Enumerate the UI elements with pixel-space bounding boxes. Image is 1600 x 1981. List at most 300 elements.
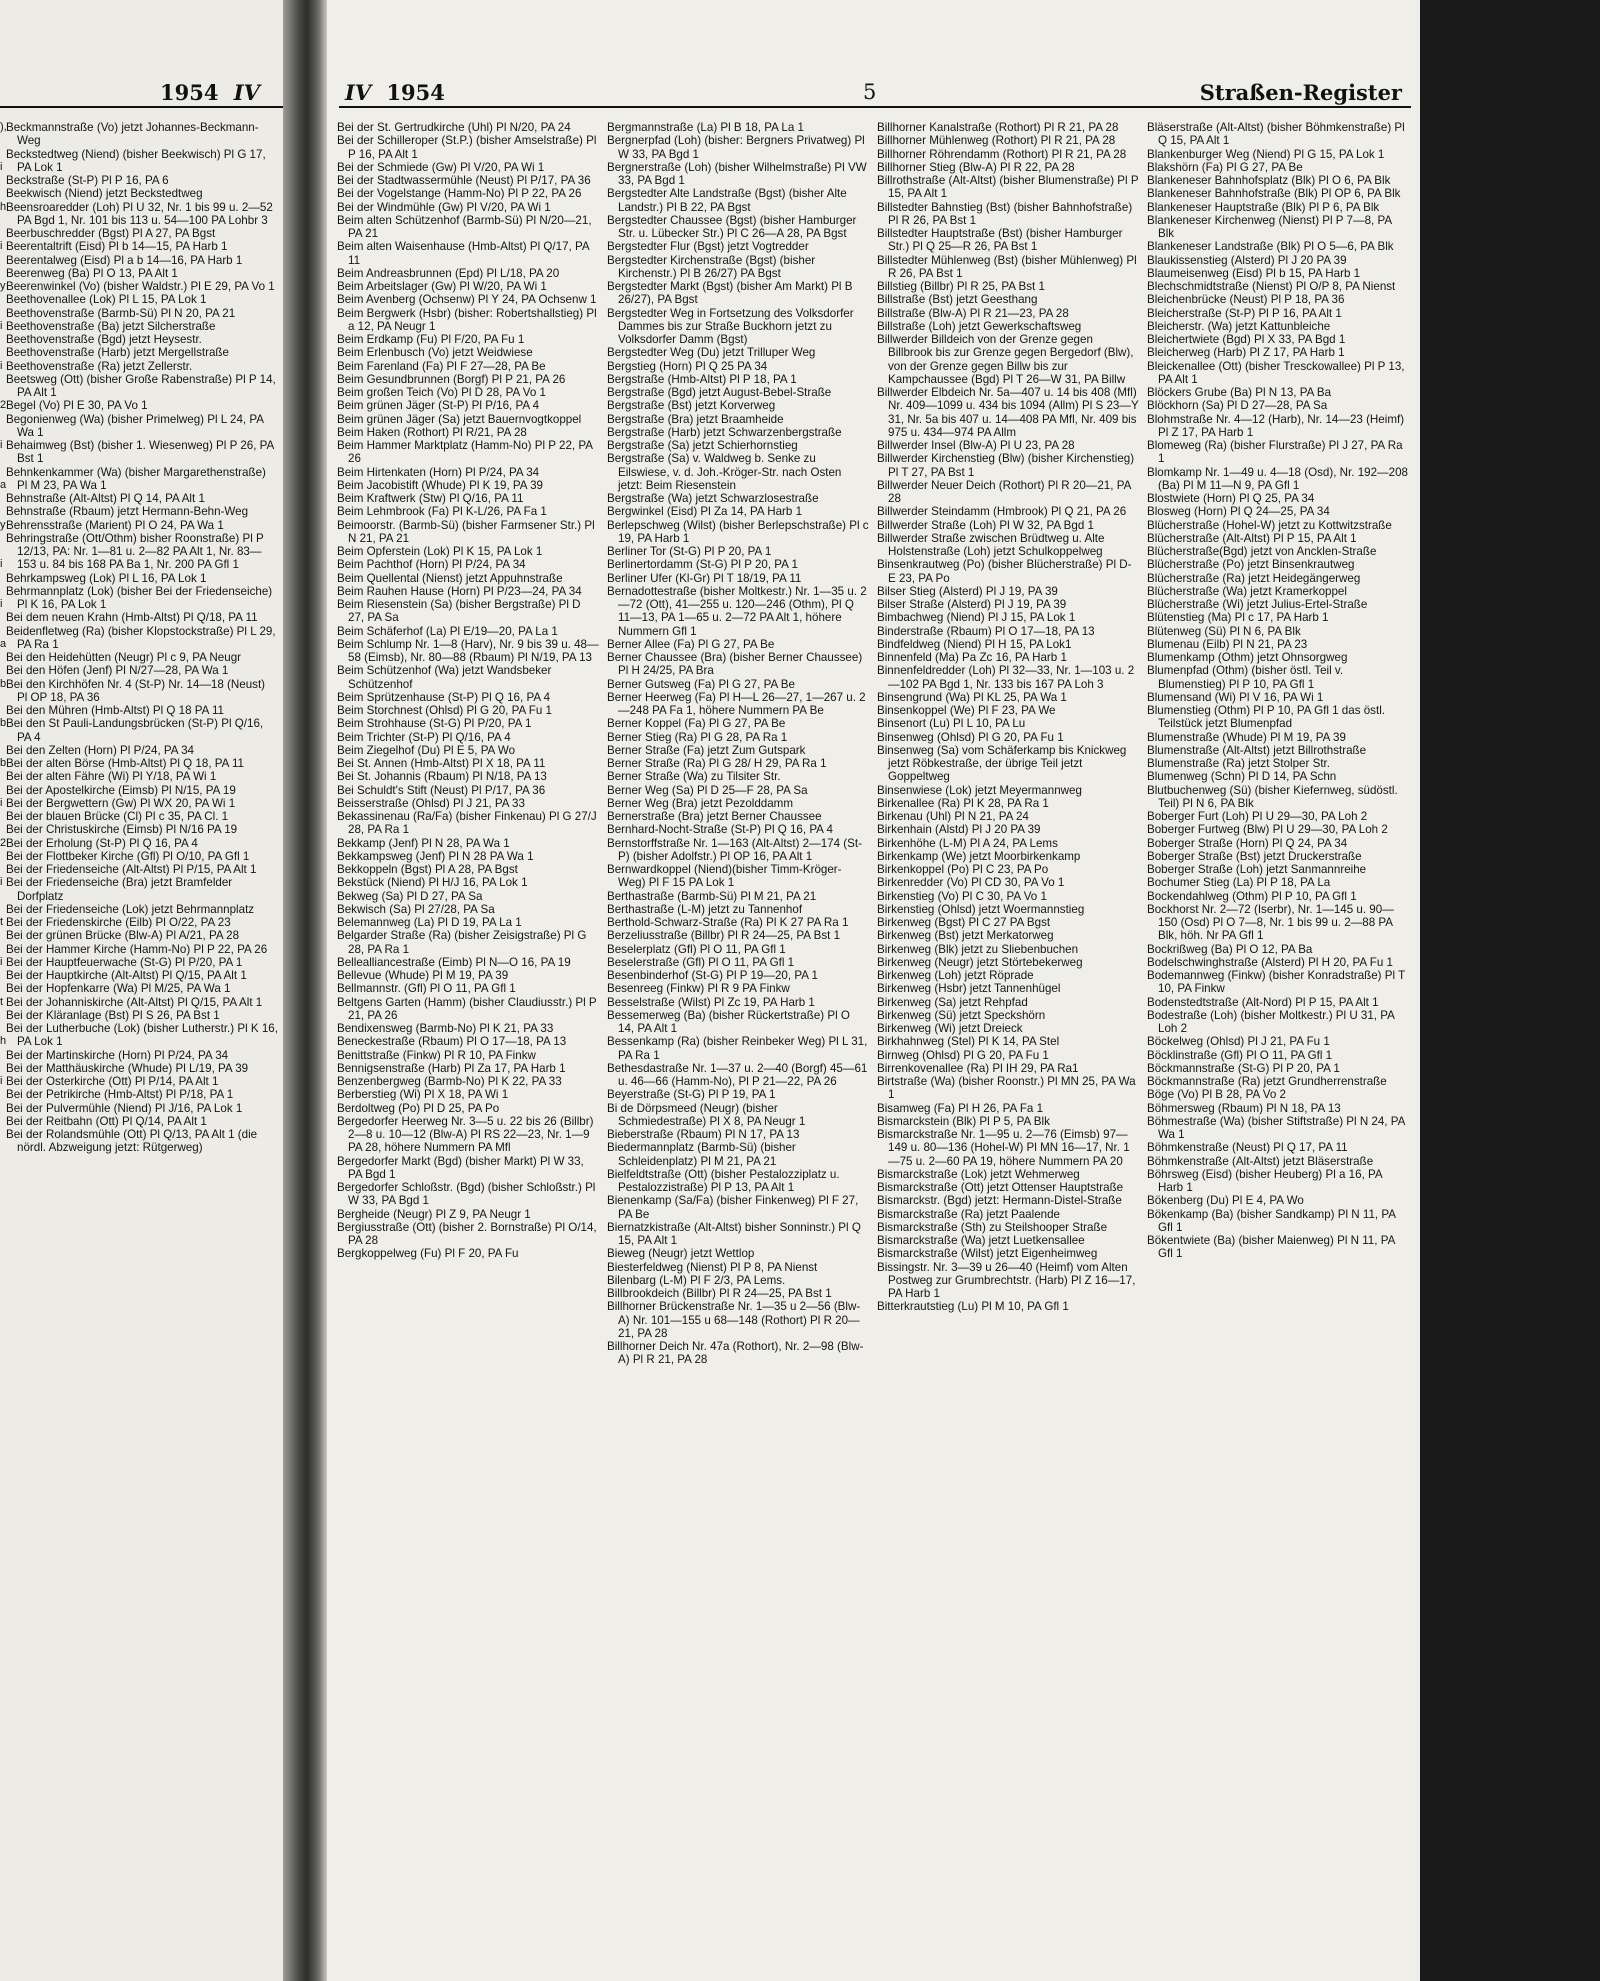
register-entry: Böge (Vo) Pl B 28, PA Vo 2 [1147, 1088, 1286, 1102]
register-entry: Bei St. Johannis (Rbaum) Pl N/18, PA 13 [337, 770, 547, 784]
register-entry: Beidenfletweg (Ra) (bisher Klopstockstraße) Pl L 29, PA Ra 1 [6, 624, 276, 651]
register-entry: Beim Erlenbusch (Vo) jetzt Weidwiese [337, 346, 533, 360]
register-entry: Bei der Friedenseiche (Bra) jetzt Bramfelder Dorfplatz [6, 876, 233, 903]
register-entry: Blücherstraße (Alt-Altst) Pl P 15, PA Alt 1 [1147, 531, 1357, 545]
register-entry: Beim Avenberg (Ochsenw) Pl Y 24, PA Ochsenw 1 [337, 293, 597, 307]
register-entry: Bergstraße (Harb) jetzt Schwarzenbergstraße [607, 425, 842, 439]
edge-mark: b [0, 717, 7, 730]
edge-mark: i [0, 160, 3, 173]
register-entry: Beethovenstraße (Barmb-Sü) Pl N 20, PA 21 [6, 306, 236, 320]
register-entry: Bergstraße (Hmb-Altst) Pl P 18, PA 1 [607, 372, 797, 386]
register-entry: Bei den Höfen (Jenf) Pl N/27—28, PA Wa 1 [6, 664, 229, 678]
register-entry: Billstedter Bahnstieg (Bst) (bisher Bahnhofstraße) Pl R 26, PA Bst 1 [877, 200, 1133, 227]
register-entry: Bergstedter Chaussee (Bgst) (bisher Hamburger Str. u. Lübecker Str.) Pl C 26—A 28, PA Bgst [607, 213, 857, 240]
register-entry: Blücherstraße (Hohel-W) jetzt zu Kottwitzstraße [1147, 518, 1392, 532]
register-entry: Beim alten Waisenhause (Hmb-Altst) Pl Q/17, PA 11 [337, 240, 589, 267]
register-entry: Bellealliancestraße (Eimb) Pl N—O 16, PA 19 [337, 955, 571, 969]
edge-mark: b [0, 677, 7, 690]
register-entry: Bellevue (Whude) Pl M 19, PA 39 [337, 969, 509, 982]
register-entry: Berner Allee (Fa) Pl G 27, PA Be [607, 637, 775, 651]
register-entry: Bitterkrautstieg (Lu) Pl M 10, PA Gfl 1 [877, 1300, 1069, 1314]
register-entry: Birkenhain (Alstd) Pl J 20 PA 39 [877, 823, 1041, 837]
register-entry: Behrkampsweg (Lok) Pl L 16, PA Lok 1 [6, 571, 207, 585]
register-entry: Bethesdastraße Nr. 1—37 u. 2—40 (Borgf) 45—61 u. 46—66 (Hamm-No), Pl P 21—22, PA 26 [607, 1061, 868, 1088]
register-entry: Beim Pachthof (Horn) Pl P/24, PA 34 [337, 558, 526, 572]
register-entry: Behrmannplatz (Lok) (bisher Bei der Friedenseiche) Pl K 16, PA Lok 1 [6, 584, 273, 611]
register-entry: Bilser Straße (Alsterd) Pl J 19, PA 39 [877, 598, 1067, 611]
edge-mark: i [0, 955, 3, 968]
register-entry: Blosweg (Horn) Pl Q 24—25, PA 34 [1147, 505, 1330, 519]
edge-mark: i [0, 359, 3, 372]
register-entry: Berliner Tor (St-G) Pl P 20, PA 1 [607, 545, 772, 558]
register-entry: Bläserstraße (Alt-Altst) (bisher Böhmkenstraße) Pl Q 15, PA Alt 1 [1147, 121, 1405, 148]
register-entry: Berlepschweg (Wilst) (bisher Berlepschstraße) Pl c 19, PA Harb 1 [607, 518, 869, 545]
register-entry: Beim Schäferhof (La) Pl E/19—20, PA La 1 [337, 624, 558, 638]
register-entry: Blöckhorn (Sa) Pl D 27—28, PA Sa [1147, 399, 1328, 413]
register-entry: Bei der Apostelkirche (Eimsb) Pl N/15, PA 19 [6, 783, 236, 797]
register-entry: Birkenweg (Sü) jetzt Speckshörn [877, 1008, 1046, 1022]
register-entry: Bendixensweg (Barmb-No) Pl K 21, PA 33 [337, 1022, 554, 1035]
register-entry: Billstedter Hauptstraße (Bst) (bisher Hamburger Str.) Pl Q 25—R 26, PA Bst 1 [877, 227, 1123, 254]
register-entry: Blumensand (Wi) Pl V 16, PA Wi 1 [1147, 690, 1324, 704]
register-entry: Bei der Pulvermühle (Niend) Pl J/16, PA Lok 1 [6, 1101, 243, 1115]
register-entry: Begonienweg (Wa) (bisher Primelweg) Pl L 24, PA Wa 1 [6, 412, 264, 439]
register-entry: Belemannweg (La) Pl D 19, PA La 1 [337, 916, 522, 929]
left-header-rule [0, 106, 283, 108]
register-entry: Bei der Osterkirche (Ott) Pl P/14, PA Alt 1 [6, 1075, 219, 1088]
register-entry: Blöckers Grube (Ba) Pl N 13, PA Ba [1147, 386, 1332, 399]
register-entry: Bimbachweg (Niend) Pl J 15, PA Lok 1 [877, 611, 1076, 625]
register-entry: Bergstedter Alte Landstraße (Bgst) (bisher Alte Landstr.) Pl B 22, PA Bgst [607, 187, 847, 214]
register-entry: Bismarckstr. (Bgd) jetzt: Hermann-Distel-Straße [877, 1194, 1122, 1208]
register-entry: Billhorner Stieg (Blw-A) Pl R 22, PA 28 [877, 160, 1075, 174]
right-header-roman: IV [345, 80, 372, 105]
register-entry: Bielfeldtstraße (Ott) (bisher Pestalozziplatz u. Pestalozzistraße) Pl P 13, PA Alt 1 [607, 1167, 840, 1194]
register-entry: Beneckestraße (Rbaum) Pl O 17—18, PA 13 [337, 1035, 567, 1049]
register-entry: Bei der Lutherbuche (Lok) (bisher Lutherstr.) Pl K 16, PA Lok 1 [6, 1022, 278, 1049]
register-entry: Bismarckstraße (Lok) jetzt Wehmerweg [877, 1167, 1080, 1181]
register-entry: Bellmannstr. (Gfl) Pl O 11, PA Gfl 1 [337, 982, 516, 996]
register-entry: Beimoorstr. (Barmb-Sü) (bisher Farmsener Str.) Pl N 21, PA 21 [337, 518, 595, 545]
register-entry: Billstedter Mühlenweg (Bst) (bisher Mühlenweg) Pl R 26, PA Bst 1 [877, 253, 1137, 280]
register-entry: Bergnerstraße (Loh) (bisher Wilhelmstraße) Pl VW 33, PA Bgd 1 [607, 160, 867, 187]
register-entry: Berner Weg (Bra) jetzt Pezolddamm [607, 796, 793, 810]
register-entry: Bei der Matthäuskirche (Whude) Pl L/19, PA 39 [6, 1061, 249, 1075]
register-entry: Bekstück (Niend) Pl H/J 16, PA Lok 1 [337, 876, 528, 890]
register-entry: Bieberstraße (Rbaum) Pl N 17, PA 13 [607, 1128, 800, 1141]
register-entry: Berner Straße (Ra) Pl G 28/ H 29, PA Ra 1 [607, 757, 827, 770]
register-entry: Bei dem neuen Krahn (Hmb-Altst) Pl Q/18, PA 11 [6, 611, 258, 625]
register-entry: Bismarckstraße (Ott) jetzt Ottenser Hauptstraße [877, 1181, 1124, 1194]
register-entry: Bi de Dörpsmeed (Neugr) (bisher Schmiedestraße) Pl X 8, PA Neugr 1 [607, 1101, 806, 1128]
register-entry: Berner Koppel (Fa) Pl G 27, PA Be [607, 717, 786, 731]
register-entry: Bismarckstraße (Sth) zu Steilshooper Straße [877, 1220, 1108, 1234]
register-entry: Blumenkamp (Othm) jetzt Ohnsorgweg [1147, 651, 1348, 664]
register-entry: Blumenstraße (Alt-Altst) jetzt Billrothstraße [1147, 743, 1367, 757]
register-entry: Bodelschwinghstraße (Alsterd) Pl H 20, PA Fu 1 [1147, 955, 1393, 969]
register-entry: Bismarckstraße (Wilst) jetzt Eigenheimweg [877, 1247, 1098, 1261]
register-entry: Billstraße (Blw-A) Pl R 21—23, PA 28 [877, 306, 1069, 320]
register-entry: Billwerder Steindamm (Hmbrook) Pl Q 21, PA 26 [877, 505, 1127, 519]
register-entry: Boberger Furt (Loh) Pl U 29—30, PA Loh 2 [1147, 810, 1368, 823]
register-entry: Beim Opferstein (Lok) Pl K 15, PA Lok 1 [337, 545, 543, 558]
register-entry: Bockendahlweg (Othm) Pl P 10, PA Gfl 1 [1147, 889, 1357, 903]
register-entry: Beethovenallee (Lok) Pl L 15, PA Lok 1 [6, 293, 207, 307]
register-entry: Beltgens Garten (Hamm) (bisher Claudiusstr.) Pl P 21, PA 26 [337, 995, 597, 1022]
register-entry: Billwerder Elbdeich Nr. 5a—407 u. 14 bis 408 (Mfl) Nr. 409—1099 u. 434 bis 1094 (Allm) Pl S 23—Y 31, Nr. 5a bis 407 u. 14—408 PA Mfl, Nr. 409 bis 975 u. 434—974 PA Allm [877, 386, 1139, 439]
register-entry: Blostwiete (Horn) Pl Q 25, PA 34 [1147, 492, 1315, 505]
register-entry: Bergmannstraße (La) Pl B 18, PA La 1 [607, 121, 804, 134]
register-entry: Bergstedter Flur (Bgst) jetzt Vogtredder [607, 240, 809, 254]
edge-mark: h [0, 200, 7, 213]
register-entry: Billhorner Röhrendamm (Rothort) Pl R 21, PA 28 [877, 147, 1127, 161]
register-entry: Bei der blauen Brücke (Cl) Pl c 35, PA Cl. 1 [6, 810, 229, 823]
book-gutter [283, 0, 327, 1981]
register-entry: Behrensstraße (Marient) Pl O 24, PA Wa 1 [6, 518, 224, 532]
register-entry: Blomeweg (Ra) (bisher Flurstraße) Pl J 27, PA Ra 1 [1147, 439, 1403, 466]
register-entry: Birkenkamp (We) jetzt Moorbirkenkamp [877, 849, 1081, 863]
register-entry: Binnenfeld (Ma) Pa Zc 16, PA Harb 1 [877, 651, 1067, 664]
register-entry: Billhorner Brückenstraße Nr. 1—35 u 2—56 (Blw-A) Nr. 101—155 u 68—148 (Rothort) Pl R 20—21, PA 28 [607, 1300, 861, 1340]
register-entry: Berthastraße (L-M) jetzt zu Tannenhof [607, 902, 803, 916]
page-number: 5 [863, 80, 877, 104]
register-entry: Behaimweg (Bst) (bisher 1. Wiesenweg) Pl P 26, PA Bst 1 [6, 439, 274, 466]
register-entry: Blücherstraße (Wa) jetzt Kramerkoppel [1147, 584, 1347, 598]
register-entry: Behnstraße (Rbaum) jetzt Hermann-Behn-Weg [6, 505, 249, 519]
edge-mark: i [0, 796, 3, 809]
register-entry: Bergwinkel (Eisd) Pl Za 14, PA Harb 1 [607, 505, 803, 519]
register-entry: Beim Ziegelhof (Du) Pl E 5, PA Wo [337, 743, 516, 757]
register-entry: Behringstraße (Ott/Othm) bisher Roonstraße) Pl P 12/13, PA: Nr. 1—81 u. 2—82 PA Alt 1, Nr. 83—153 u. 84 bis 168 PA Ba 1, Nr. 200 PA Gfl 1 [6, 531, 264, 572]
left-header-year: 1954 [160, 80, 219, 105]
register-entry: Billstraße (Bst) jetzt Geesthang [877, 293, 1038, 307]
register-entry: Blankeneser Kirchenweg (Nienst) Pl P 7—8, PA Blk [1147, 213, 1392, 240]
register-entry: Bockhorst Nr. 2—72 (Iserbr), Nr. 1—145 u. 90—150 (Osd) Pl O 7—8, Nr. 1 bis 99 u. 2—88 PA Blk, höh. Nr PA Gfl 1 [1147, 902, 1394, 943]
register-entry: Biernatzkistraße (Alt-Altst) bisher Sonninstr.) Pl Q 15, PA Alt 1 [607, 1220, 861, 1247]
register-entry: Beim Andreasbrunnen (Epd) Pl L/18, PA 20 [337, 266, 560, 280]
register-entry: Bekwisch (Sa) Pl 27/28, PA Sa [337, 902, 495, 916]
register-entry: Böckmannstraße (St-G) Pl P 20, PA 1 [1147, 1061, 1340, 1075]
register-entry: Bergiusstraße (Ott) (bisher 2. Bornstraße) Pl O/14, PA 28 [337, 1220, 597, 1247]
register-entry: Blutbuchenweg (Sü) (bisher Kiefernweg, südöstl. Teil) Pl N 6, PA Blk [1147, 783, 1398, 810]
edge-mark: 2 [0, 399, 7, 412]
edge-mark: b [0, 757, 7, 769]
edge-mark: i [0, 319, 3, 332]
register-entry: Beckstraße (St-P) Pl P 16, PA 6 [6, 174, 169, 187]
register-entry: Beckmannstraße (Vo) jetzt Johannes-Beckmann-Weg [6, 121, 259, 148]
register-entry: Beim Quellental (Nienst) jetzt Appuhnstraße [337, 571, 563, 585]
register-entry: Blankenburger Weg (Niend) Pl G 15, PA Lok 1 [1147, 147, 1385, 161]
register-entry: Bergstedter Markt (Bgst) (bisher Am Markt) Pl B 26/27), PA Bgst [607, 280, 853, 307]
register-entry: Birkenstieg (Vo) Pl C 30, PA Vo 1 [877, 889, 1047, 903]
register-entry: Böcklinstraße (Gfl) Pl O 11, PA Gfl 1 [1147, 1048, 1333, 1062]
register-column-4 [1147, 121, 1409, 1261]
register-entry: Beim Sprützenhause (St-P) Pl Q 16, PA 4 [337, 690, 551, 704]
register-entry: Beetsweg (Ott) (bisher Große Rabenstraße) Pl P 14, PA Alt 1 [6, 372, 276, 399]
register-entry: Binsenort (Lu) Pl L 10, PA Lu [877, 717, 1026, 731]
register-entry: Blücherstraße(Bgd) jetzt von Ancklen-Straße [1147, 545, 1377, 558]
register-entry: Bei der Schmiede (Gw) Pl V/20, PA Wi 1 [337, 160, 545, 174]
register-entry: Bei der Hauptfeuerwache (St-G) Pl P/20, PA 1 [6, 955, 243, 969]
register-entry: Berner Straße (Wa) zu Tilsiter Str. [607, 770, 781, 784]
register-entry: Billbrookdeich (Billbr) Pl R 24—25, PA Bst 1 [607, 1287, 832, 1300]
register-entry: Bökentwiete (Ba) (bisher Maienweg) Pl N 11, PA Gfl 1 [1147, 1234, 1395, 1261]
register-entry: Blütenstieg (Ma) Pl c 17, PA Harb 1 [1147, 611, 1329, 625]
register-entry: Blumenstieg (Othm) Pl P 10, PA Gfl 1 das östl. Teilstück jetzt Blumenpfad [1147, 704, 1385, 731]
register-entry: Beim Storchnest (Ohlsd) Pl G 20, PA Fu 1 [337, 704, 552, 717]
edge-mark: a [0, 478, 7, 491]
register-entry: Bei der Friedenskirche (Eilb) Pl O/22, PA 23 [6, 916, 231, 929]
register-entry: Bei den Zelten (Horn) Pl P/24, PA 34 [6, 743, 194, 757]
register-entry: Beim Hirtenkaten (Horn) Pl P/24, PA 34 [337, 465, 540, 479]
register-entry: Blohmstraße Nr. 4—12 (Harb), Nr. 14—23 (Heimf) Pl Z 17, PA Harb 1 [1147, 412, 1405, 439]
register-entry: Billwerder Kirchenstieg (Blw) (bisher Kirchenstieg) Pl T 27, PA Bst 1 [877, 452, 1135, 479]
register-entry: Bei der Petrikirche (Hmb-Altst) Pl P/18, PA 1 [6, 1088, 234, 1102]
register-entry: Billstraße (Loh) jetzt Gewerkschaftsweg [877, 319, 1082, 333]
register-entry: Berdoltweg (Po) Pl D 25, PA Po [337, 1101, 500, 1115]
register-entry: Bei der Vogelstange (Hamm-No) Pl P 22, PA 26 [337, 187, 582, 201]
register-entry: Bei der Friedenseiche (Lok) jetzt Behrmannplatz [6, 902, 255, 916]
register-entry: Bei der Friedenseiche (Alt-Altst) Pl P/15, PA Alt 1 [6, 863, 257, 876]
register-entry: Bei den St Pauli-Landungsbrücken (St-P) Pl Q/16, PA 4 [6, 717, 264, 744]
register-entry: Birkenweg (Loh) jetzt Röprade [877, 969, 1034, 982]
register-entry: Beim Riesenstein (Sa) (bisher Bergstraße) Pl D 27, PA Sa [337, 598, 581, 625]
register-entry: Bernwardkoppel (Niend)(bisher Timm-Kröger-Weg) Pl F 15 PA Lok 1 [607, 863, 842, 890]
edge-mark: i [0, 439, 3, 451]
left-header-roman: IV [233, 80, 260, 105]
register-entry: Bei der Christuskirche (Eimsb) Pl N/16 PA 19 [6, 823, 238, 837]
register-entry: Blankeneser Hauptstraße (Blk) Pl P 6, PA Blk [1147, 200, 1380, 214]
register-entry: Birkenweg (Sa) jetzt Rehpfad [877, 995, 1028, 1009]
register-entry: Bleickenallee (Ott) (bisher Tresckowallee) Pl P 13, PA Alt 1 [1147, 359, 1405, 386]
register-entry: Böhrsweg (Eisd) (bisher Heuberg) Pl a 16, PA Harb 1 [1147, 1167, 1382, 1194]
register-entry: Behnstraße (Alt-Altst) Pl Q 14, PA Alt 1 [6, 492, 205, 505]
register-entry: Bergstraße (Bst) jetzt Korverweg [607, 399, 776, 413]
register-entry: Beerentaltrift (Eisd) Pl b 14—15, PA Harb 1 [6, 240, 228, 254]
register-entry: Blumenweg (Schn) Pl D 14, PA Schn [1147, 770, 1337, 784]
register-entry: Blumenpfad (Othm) (bisher östl. Teil v. Blumenstieg) Pl P 10, PA Gfl 1 [1147, 664, 1344, 691]
register-entry: Blücherstraße (Wi) jetzt Julius-Ertel-Straße [1147, 598, 1368, 611]
register-entry: Begel (Vo) Pl E 30, PA Vo 1 [6, 399, 148, 413]
register-entry: Beim Lehmbrook (Fa) Pl K-L/26, PA Fa 1 [337, 505, 547, 519]
register-entry: Bochumer Stieg (La) Pl P 18, PA La [1147, 876, 1331, 890]
register-entry: Blankeneser Landstraße (Blk) Pl O 5—6, PA Blk [1147, 240, 1394, 254]
register-entry: Blumenau (Eilb) Pl N 21, PA 23 [1147, 637, 1308, 651]
register-entry: Beerenwinkel (Vo) (bisher Waldstr.) Pl E 29, PA Vo 1 [6, 280, 275, 293]
register-entry: Besselstraße (Wilst) Pl Zc 19, PA Harb 1 [607, 995, 815, 1009]
register-entry: Benittstraße (Finkw) Pl R 10, PA Finkw [337, 1048, 536, 1062]
register-entry: Birtstraße (Wa) (bisher Roonstr.) Pl MN 25, PA Wa 1 [877, 1075, 1136, 1102]
edge-mark: y [0, 280, 6, 292]
register-entry: Bindfeldweg (Niend) Pl H 15, PA Lok1 [877, 637, 1072, 651]
register-entry: Beim alten Schützenhof (Barmb-Sü) Pl N/20—21, PA 21 [337, 213, 592, 240]
register-entry: Bei den Kirchhöfen Nr. 4 (St-P) Nr. 14—18 (Neust) Pl OP 18, PA 36 [6, 677, 266, 704]
edge-mark: i [0, 598, 3, 610]
register-entry: Bennigsenstraße (Harb) Pl Za 17, PA Harb 1 [337, 1061, 566, 1075]
register-entry: Boberger Straße (Loh) jetzt Sanmannreihe [1147, 863, 1367, 876]
register-entry: Bismarckstein (Blk) Pl P 5, PA Blk [877, 1114, 1050, 1128]
register-entry: Bekweg (Sa) Pl D 27, PA Sa [337, 889, 483, 903]
register-entry: Bekkamp (Jenf) Pl N 28, PA Wa 1 [337, 836, 510, 850]
register-entry: Bleichenbrücke (Neust) Pl P 18, PA 36 [1147, 293, 1345, 307]
edge-mark: a [0, 637, 7, 650]
register-entry: Bei der Stadtwassermühle (Neust) Pl P/17, PA 36 [337, 174, 591, 187]
register-entry: Biesterfeldweg (Nienst) Pl P 8, PA Nienst [607, 1260, 818, 1274]
register-entry: Berner Weg (Sa) Pl D 25—F 28, PA Sa [607, 783, 808, 797]
register-entry: Bergkoppelweg (Fu) Pl F 20, PA Fu [337, 1247, 519, 1261]
register-entry: Bessenkamp (Ra) (bisher Reinbeker Weg) Pl L 31, PA Ra 1 [607, 1035, 868, 1062]
register-entry: Böckmannstraße (Ra) jetzt Grundherrenstraße [1147, 1075, 1387, 1088]
register-entry: Beselerstraße (Gfl) Pl O 11, PA Gfl 1 [607, 955, 795, 969]
register-entry: Bilenbarg (L-M) Pl F 2/3, PA Lems. [607, 1273, 786, 1287]
register-entry: Bei der Erholung (St-P) Pl Q 16, PA 4 [6, 836, 198, 850]
register-entry: Belgarder Straße (Ra) (bisher Zeisigstraße) Pl G 28, PA Ra 1 [337, 929, 587, 956]
register-entry: Bessemerweg (Ba) (bisher Rückertstraße) Pl O 14, PA Alt 1 [607, 1008, 850, 1035]
register-entry: Blechschmidtstraße (Nienst) Pl O/P 8, PA Nienst [1147, 280, 1396, 293]
register-entry: Bergedorfer Schloßstr. (Bgd) (bisher Schloßstr.) Pl W 33, PA Bgd 1 [337, 1181, 596, 1208]
register-entry: Blankeneser Bahnhofsplatz (Blk) Pl O 6, PA Blk [1147, 174, 1391, 187]
register-entry: Bökenberg (Du) Pl E 4, PA Wo [1147, 1194, 1304, 1208]
register-entry: Boberger Straße (Bst) jetzt Druckerstraße [1147, 849, 1362, 863]
register-entry: Birkenweg (Bgst) Pl C 27 PA Bgst [877, 916, 1051, 929]
register-entry: Bei der Johanniskirche (Alt-Altst) Pl Q/15, PA Alt 1 [6, 995, 263, 1009]
scan-border [1420, 0, 1600, 1981]
register-entry: Blaumeisenweg (Eisd) Pl b 15, PA Harb 1 [1147, 266, 1361, 280]
register-entry: Beim Jacobistift (Whude) Pl K 19, PA 39 [337, 478, 543, 492]
register-entry: Boberger Straße (Horn) Pl Q 24, PA 34 [1147, 836, 1348, 850]
register-entry: Blomkamp Nr. 1—49 u. 4—18 (Osd), Nr. 192—208 (Ba) Pl M 11—N 9, PA Gfl 1 [1147, 465, 1408, 492]
register-entry: Billstieg (Billbr) Pl R 25, PA Bst 1 [877, 280, 1045, 293]
register-entry: Binnenfeldredder (Loh) Pl 32—33, Nr. 1—103 u. 2—102 PA Bgd 1, Nr. 133 bis 167 PA Loh 3 [877, 664, 1135, 691]
register-entry: Birkenallee (Ra) Pl K 28, PA Ra 1 [877, 796, 1049, 810]
register-entry: Bei der Flottbeker Kirche (Gfl) Pl O/10, PA Gfl 1 [6, 849, 250, 863]
register-entry: Böhmkenstraße (Neust) Pl Q 17, PA 11 [1147, 1141, 1348, 1155]
register-entry: Bisamweg (Fa) Pl H 26, PA Fa 1 [877, 1101, 1044, 1115]
right-header-year: 1954 [386, 80, 445, 105]
register-entry: Beim Rauhen Hause (Horn) Pl P/23—24, PA 34 [337, 584, 582, 598]
register-entry: Billrothstraße (Alt-Altst) (bisher Blumenstraße) Pl P 15, PA Alt 1 [877, 174, 1139, 201]
register-entry: Biedermannplatz (Barmb-Sü) (bisher Schleidenplatz) Pl M 21, PA 21 [607, 1141, 796, 1168]
register-entry: Bergstraße (Bra) jetzt Braamheide [607, 412, 784, 426]
left-page [0, 0, 283, 1981]
register-entry: Beensroaredder (Loh) Pl U 32, Nr. 1 bis 99 u. 2—52 PA Bgd 1, Nr. 101 bis 113 u. 54—100 PA Lohbr 3 [6, 200, 273, 227]
register-entry: Bei der Rolandsmühle (Ott) Pl Q/13, PA Alt 1 (die nördl. Abzweigung jetzt: Rütgerweg) [6, 1128, 258, 1155]
edge-mark: h [0, 1035, 7, 1048]
register-entry: Berzeliusstraße (Billbr) Pl R 24—25, PA Bst 1 [607, 929, 841, 943]
register-entry: Bei der St. Gertrudkirche (Uhl) Pl N/20, PA 24 [337, 121, 571, 134]
register-entry: Bissingstr. Nr. 3—39 u 26—40 (Heimf) vom Alten Postweg zur Grumbrechtstr. (Harb) Pl Z 16—17, PA Harb 1 [877, 1260, 1136, 1300]
register-entry: Beim Erdkamp (Fu) Pl F/20, PA Fu 1 [337, 333, 525, 346]
register-entry: Blumenstraße (Ra) jetzt Stolper Str. [1147, 757, 1330, 770]
register-entry: Birkenweg (Hsbr) jetzt Tannenhügel [877, 982, 1061, 996]
register-entry: Binsenweg (Sa) vom Schäferkamp bis Knickweg jetzt Röbkestraße, der übrige Teil jetzt Goppeltweg [877, 743, 1127, 784]
register-entry: Beethovenstraße (Ba) jetzt Silcherstraße [6, 319, 216, 333]
register-entry: Bilser Stieg (Alsterd) Pl J 19, PA 39 [877, 584, 1058, 598]
register-entry: Bei der Hauptkirche (Alt-Altst) Pl Q/15, PA Alt 1 [6, 969, 247, 982]
register-entry: Bergstraße (Sa) jetzt Schierhornstieg [607, 439, 798, 452]
register-column-2 [607, 121, 869, 1367]
register-entry: Benzenbergweg (Barmb-No) Pl K 22, PA 33 [337, 1075, 562, 1088]
register-entry: Beim Hammer Marktplatz (Hamm-No) Pl P 22, PA 26 [337, 439, 593, 466]
register-entry: Bei der Martinskirche (Horn) Pl P/24, PA 34 [6, 1048, 229, 1062]
edge-mark: i [0, 1075, 3, 1087]
register-entry: Bergstedter Weg (Du) jetzt Trilluper Weg [607, 346, 816, 360]
register-entry: Berner Gutsweg (Fa) Pl G 27, PA Be [607, 677, 795, 691]
register-entry: Beim Trichter (St-P) Pl Q/16, PA 4 [337, 730, 511, 744]
register-entry: Billwerder Insel (Blw-A) Pl U 23, PA 28 [877, 439, 1075, 452]
register-entry: Berner Chaussee (Bra) (bisher Berner Chaussee) Pl H 24/25, PA Bra [607, 651, 863, 678]
register-entry: Bergedorfer Heerweg Nr. 3—5 u. 22 bis 26 (Billbr) 2—8 u. 10—12 (Blw-A) Pl RS 22—23, Nr. 1—9 PA 28, höhere Nummern PA Mfl [337, 1114, 594, 1155]
register-entry: Berlinertordamm (St-G) Pl P 20, PA 1 [607, 558, 798, 572]
register-entry: Blankeneser Bahnhofstraße (Blk) Pl OP 6, PA Blk [1147, 187, 1401, 201]
register-entry: Beerbuschredder (Bgst) Pl A 27, PA Bgst [6, 227, 216, 240]
register-entry: Berner Straße (Fa) jetzt Zum Gutspark [607, 743, 806, 757]
register-entry: Birkenweg (Bst) jetzt Merkatorweg [877, 929, 1054, 943]
register-entry: Bismarckstraße (Ra) jetzt Paalende [877, 1207, 1060, 1221]
register-entry: Bodenstedtstraße (Alt-Nord) Pl P 15, PA Alt 1 [1147, 995, 1379, 1009]
register-entry: Bei der Schilleroper (St.P.) (bisher Amselstraße) Pl P 16, PA Alt 1 [337, 134, 597, 161]
register-entry: Böhmkenstraße (Alt-Altst) jetzt Bläserstraße [1147, 1154, 1374, 1168]
register-entry: Bergheide (Neugr) Pl Z 9, PA Neugr 1 [337, 1207, 531, 1221]
register-entry: Billwerder Neuer Deich (Rothort) Pl R 20—21, PA 28 [877, 478, 1131, 505]
register-entry: Binsenweg (Ohlsd) Pl G 20, PA Fu 1 [877, 730, 1064, 744]
register-entry: Bei der Bergwettern (Gw) Pl WX 20, PA Wi 1 [6, 796, 236, 810]
register-entry: Bergedorfer Markt (Bgd) (bisher Markt) Pl W 33, PA Bgd 1 [337, 1154, 584, 1181]
register-entry: Billwerder Straße (Loh) Pl W 32, PA Bgd 1 [877, 518, 1094, 532]
edge-mark: i [0, 876, 3, 889]
register-entry: Böckelweg (Ohlsd) Pl J 21, PA Fu 1 [1147, 1035, 1330, 1049]
register-entry: Billhorner Mühlenweg (Rothort) Pl R 21, PA 28 [877, 134, 1116, 148]
register-entry: Bökenkamp (Ba) (bisher Sandkamp) Pl N 11, PA Gfl 1 [1147, 1207, 1396, 1234]
register-entry: Bergstedter Weg in Fortsetzung des Volksdorfer Dammes bis zur Straße Buckhorn jetzt zu Volksdorfer Damm (Bgst) [607, 306, 854, 346]
register-entry: Berner Stieg (Ra) Pl G 28, PA Ra 1 [607, 730, 788, 744]
register-entry: Blücherstraße (Po) jetzt Binsenkrautweg [1147, 558, 1355, 572]
right-page-header-left [345, 80, 445, 105]
register-entry: Beim grünen Jäger (Sa) jetzt Bauernvogtkoppel [337, 412, 582, 426]
register-column-1 [337, 121, 599, 1261]
right-header-rule [339, 106, 1411, 108]
register-entry: Binsenkoppel (We) Pl F 23, PA We [877, 704, 1056, 717]
register-title: Straßen-Register [1199, 80, 1402, 105]
register-entry: Bei den Heidehütten (Neugr) Pl c 9, PA Neugr [6, 651, 242, 664]
register-entry: Bei der Reitbahn (Ott) Pl Q/14, PA Alt 1 [6, 1114, 207, 1128]
register-entry: Bei der grünen Brücke (Blw-A) Pl A/21, PA 28 [6, 929, 240, 943]
register-entry: Bergstraße (Wa) jetzt Schwarzlosestraße [607, 492, 819, 505]
register-entry: Beckstedtweg (Niend) (bisher Beekwisch) Pl G 17, PA Lok 1 [6, 147, 266, 174]
register-entry: Bergstieg (Horn) Pl Q 25 PA 34 [607, 359, 768, 373]
register-entry: Blumenstraße (Whude) Pl M 19, PA 39 [1147, 730, 1346, 744]
register-entry: Beerenweg (Ba) Pl O 13, PA Alt 1 [6, 266, 178, 280]
register-entry: Birkenweg (Neugr) jetzt Störtebekerweg [877, 955, 1083, 969]
register-entry: Binderstraße (Rbaum) Pl O 17—18, PA 13 [877, 624, 1095, 638]
register-entry: Bockrißweg (Ba) Pl O 12, PA Ba [1147, 942, 1313, 956]
left-page-column [6, 121, 278, 1155]
register-entry: Bei Schuldt's Stift (Neust) Pl P/17, PA 36 [337, 783, 546, 797]
register-entry: Bleicherstraße (St-P) Pl P 16, PA Alt 1 [1147, 306, 1342, 320]
register-entry: Birkhahnweg (Stel) Pl K 14, PA Stel [877, 1035, 1060, 1049]
register-entry: Blaukissenstieg (Alsterd) Pl J 20 PA 39 [1147, 253, 1347, 267]
register-entry: Bergstedter Kirchenstraße (Bgst) (bisher Kirchenstr.) Pl B 26/27) PA Bgst [607, 253, 816, 280]
register-entry: Bergnerpfad (Loh) (bisher: Bergners Privatweg) Pl W 33, PA Bgd 1 [607, 134, 865, 161]
register-entry: Binsengrund (Wa) Pl KL 25, PA Wa 1 [877, 690, 1067, 704]
edge-mark: i [0, 558, 3, 571]
register-entry: Bleichertwiete (Bgd) Pl X 33, PA Bgd 1 [1147, 333, 1346, 346]
register-entry: Bernstorffstraße Nr. 1—163 (Alt-Altst) 2—174 (St-P) (bisher Adolfstr.) Pl OP 16, PA Alt 1 [607, 836, 862, 863]
register-entry: Birkenau (Uhl) Pl N 21, PA 24 [877, 810, 1029, 823]
register-entry: Besenbinderhof (St-G) Pl P 19—20, PA 1 [607, 969, 818, 982]
register-entry: Bergstraße (Bgd) jetzt August-Bebel-Straße [607, 386, 832, 399]
edge-mark: ), [0, 121, 7, 133]
